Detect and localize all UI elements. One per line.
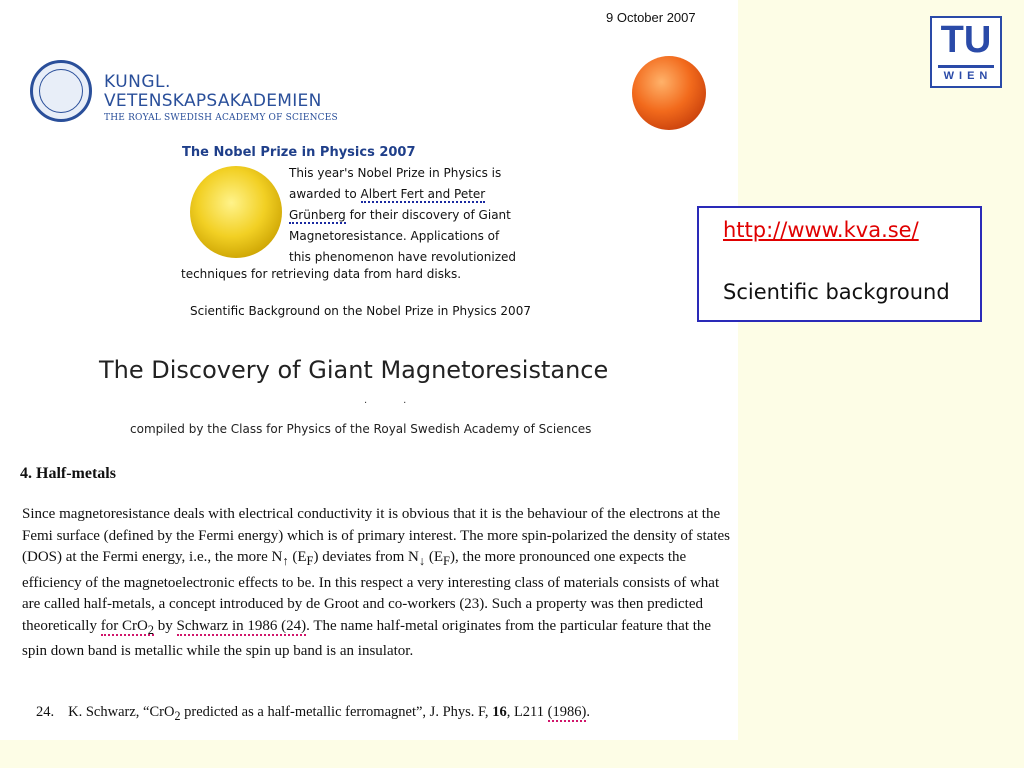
academy-name: [104, 74, 338, 123]
paragraph-text: (E: [288, 549, 307, 565]
academy-seal-icon: [30, 60, 92, 122]
fermi-subscript: F: [306, 554, 314, 568]
compiled-by: compiled by the Class for Physics of the Royal Swedish Academy of Sciences: [130, 422, 592, 436]
document-date: 9 October 2007: [606, 10, 696, 25]
prize-line: This year's Nobel Prize in Physics is: [289, 166, 502, 180]
discovery-title: The Discovery of Giant Magnetoresistance: [99, 356, 609, 384]
tu-wien-logo: [930, 16, 1002, 88]
paragraph-text: ) deviates from N: [313, 549, 419, 565]
academy-name-line1: KUNGL.: [104, 72, 171, 92]
prize-line-text: for their discovery of Giant: [345, 208, 511, 222]
reference-text: .: [586, 704, 590, 720]
reference-number: 24.: [36, 704, 55, 720]
highlighted-citation: Schwarz in 1986 (24): [176, 617, 307, 634]
kva-link[interactable]: http://www.kva.se/: [723, 218, 919, 242]
paragraph-text: ), the more pronounced one expects the efficiency of the magnetoelectronic effects to be. In this respect a very interesting class of materials consists of what are called half-metals, a concept introduced by de Groot and co-workers (23). Such a property was then predicted theoretically: [22, 549, 720, 634]
academy-name-line2: VETENSKAPSAKADEMIEN: [104, 91, 322, 111]
prize-line: techniques for retrieving data from hard disks.: [181, 267, 462, 281]
reference-volume: 16: [492, 704, 507, 720]
logo-divider: [938, 65, 994, 68]
fermi-subscript: F: [443, 554, 450, 568]
reference-text: , L211: [506, 704, 548, 720]
highlighted-text-part: for CrO: [100, 617, 148, 634]
academy-name-line3: THE ROYAL SWEDISH ACADEMY OF SCIENCES: [104, 113, 338, 123]
prize-line: this phenomenon have revolutionized: [289, 250, 517, 264]
nobel-medal-gold-icon: [190, 166, 282, 258]
logo-top: TU: [940, 19, 992, 61]
paragraph-text: by: [154, 617, 177, 634]
highlighted-text: [101, 618, 154, 636]
laureate-name: Grünberg: [289, 208, 346, 222]
spin-down-symbol: ↓: [418, 554, 426, 568]
prize-announcement: [289, 163, 516, 268]
scientific-background-label: Scientific background: [723, 280, 950, 304]
nobel-medal-red-icon: [632, 56, 706, 130]
half-metals-paragraph: [22, 504, 738, 663]
paragraph-text: (E: [425, 549, 444, 565]
spin-up-symbol: ↑: [282, 554, 289, 568]
prize-line: [289, 184, 516, 205]
reference-24: [36, 704, 590, 724]
reference-text: predicted as a half-metallic ferromagnet”, J. Phys. F,: [180, 704, 493, 720]
reference-text: K. Schwarz, “CrO: [68, 704, 175, 720]
logo-bottom: WIEN: [943, 70, 993, 82]
prize-title: The Nobel Prize in Physics 2007: [182, 145, 416, 160]
prize-line: [289, 205, 516, 226]
paragraph-text: . The name half-metal originates from the particular feature that the spin down band is metallic while the spin up band is an insulator.: [22, 617, 712, 659]
prize-line: Magnetoresistance. Applications of: [289, 229, 500, 243]
section-heading: 4. Half-metals: [20, 465, 116, 482]
paragraph-text: Since magnetoresistance deals with electrical conductivity it is obvious that it is the behaviour of the electrons at the Femi surface (defined by the Fermi energy) which is of primary interest. The more spin-polarized the density of states (DOS) at the Fermi energy, i.e., the more N: [22, 506, 730, 565]
reference-box: [697, 206, 982, 322]
laureate-names: Albert Fert and Peter: [360, 187, 486, 201]
scientific-background-caption: Scientific Background on the Nobel Prize in Physics 2007: [190, 304, 531, 318]
subscript: 2: [174, 708, 181, 723]
prize-line-text: awarded to: [289, 187, 361, 201]
subscript: 2: [147, 622, 155, 637]
decorative-dots: ··: [364, 398, 443, 409]
reference-year: (1986): [547, 704, 587, 720]
